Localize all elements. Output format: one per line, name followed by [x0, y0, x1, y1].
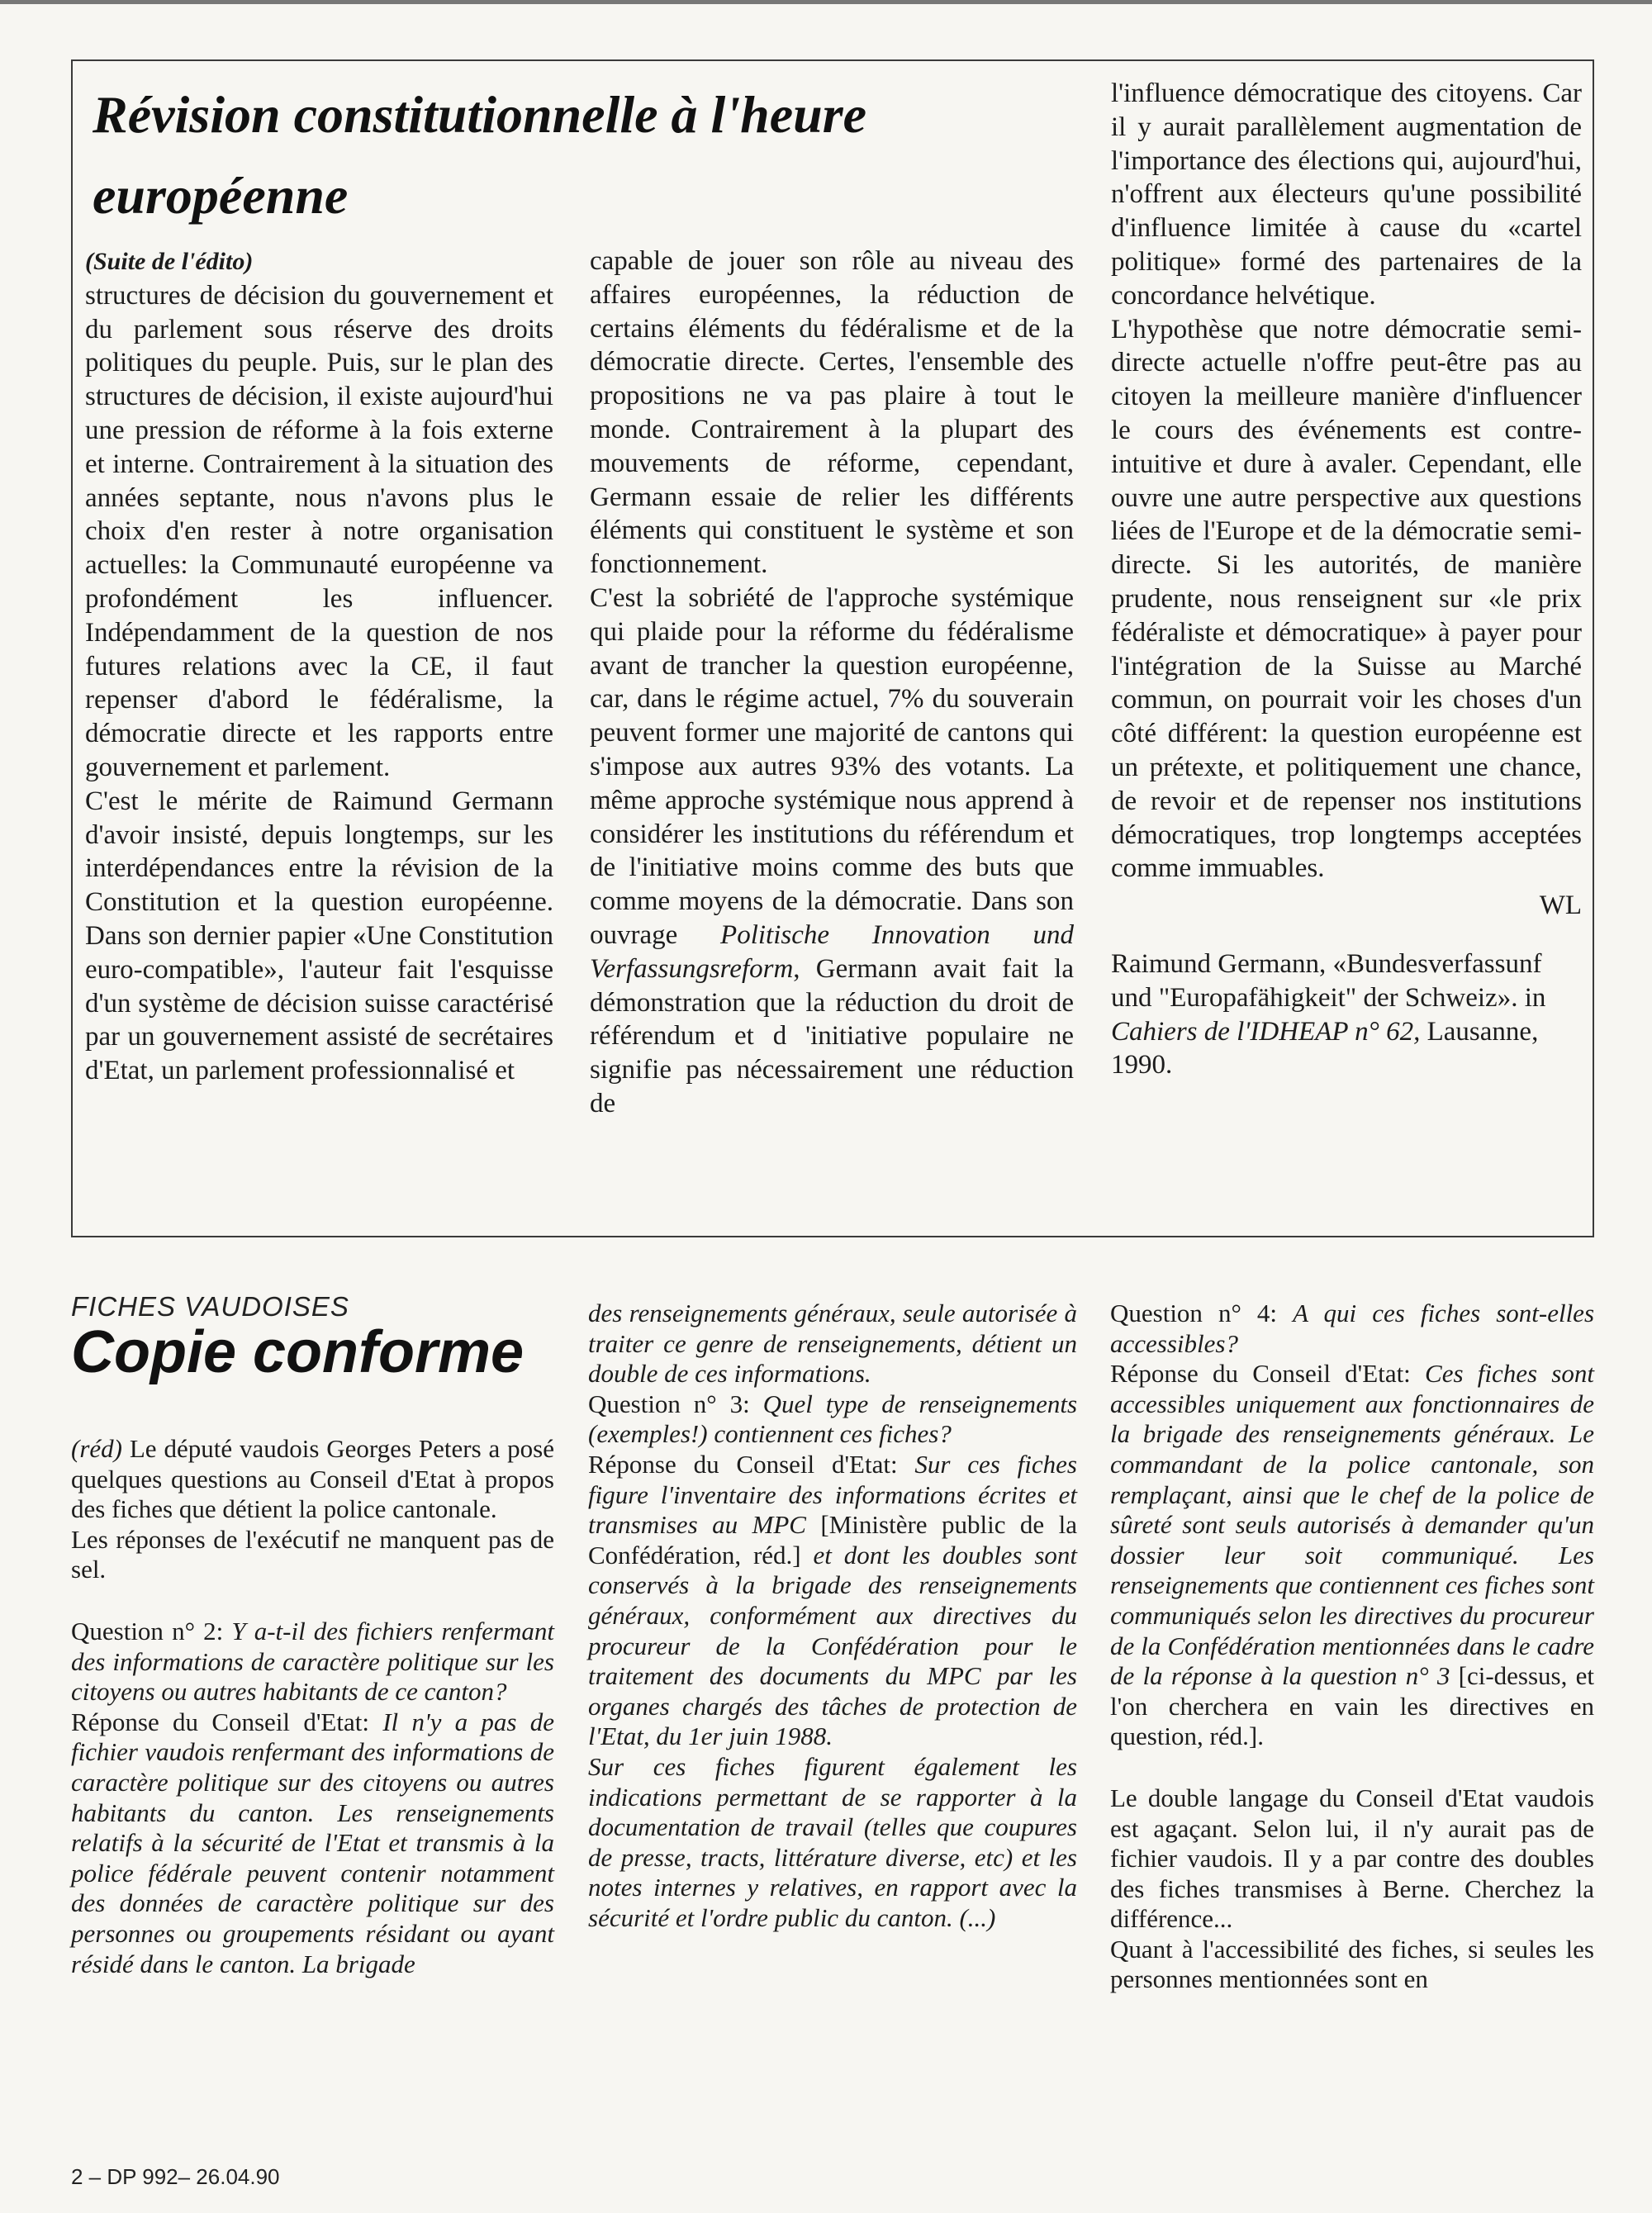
- paragraph: (réd) Le député vaudois Georges Peters a posé quelques questions au Conseil d'Etat à propos des fiches que détient la police cantonale.: [71, 1434, 554, 1524]
- question: Question n° 4: A qui ces fiches sont-elles accessibles?: [1110, 1299, 1595, 1358]
- article-column-1: [85, 245, 553, 1088]
- article-title: Copie conforme: [71, 1319, 525, 1385]
- top-rule: [0, 0, 1652, 4]
- paragraph: C'est la sobriété de l'approche systémique qui plaide pour la réforme du fédéralisme avant de trancher la question européenne, car, dans le régime actuel, 7% du souverain peuvent former une majorité de cantons qui s'impose aux autres 93% des votants. La même approche systémique nous apprend à considérer les institutions du référendum et de l'initiative moins comme des buts que comme moyens de la démocratie. Dans son ouvrage Politische Innovation und Verfassungsreform, Germann avait fait la démonstration que la réduction du droit de référendum et d 'initiative populaire ne signifie pas nécessairement une réduction de: [590, 582, 1074, 1118]
- article-column-3: [1111, 77, 1582, 1082]
- page-footer: 2 – DP 992– 26.04.90: [71, 2164, 280, 2189]
- answer: Réponse du Conseil d'Etat: Sur ces fiches figure l'inventaire des informations écrites et transmises au MPC [Ministère public de la Confédération, réd.] et dont les doubles sont conservés à la brigade des renseignements généraux, conformément aux directives du procureur de la Confédération pour le traitement des documents du MPC par les organes chargés des tâches de protection de l'Etat, du 1er juin 1988.: [588, 1449, 1077, 1751]
- bibliographic-reference: Raimund Germann, «Bundesverfassunf und "Europafähigkeit" der Schweiz». in Cahiers de l'IDHEAP n° 62, Lausanne, 1990.: [1111, 948, 1546, 1080]
- article-column-1: [71, 1434, 554, 1979]
- article-column-3: [1110, 1299, 1594, 1995]
- answer: Sur ces fiches figurent également les indications permettant de se rapporter à la documentation de travail (telles que coupures de presse, tracts, littérature diverse, etc) et les notes internes y relatives, en rapport avec la sécurité et l'ordre public du canton. (...): [588, 1751, 1077, 1932]
- question: Question n° 3: Quel type de renseignements (exemples!) contiennent ces fiches?: [588, 1389, 1078, 1449]
- paragraph: capable de jouer son rôle au niveau des affaires européennes, la réduction de certains éléments du fédéralisme et de la démocratie directe. Certes, l'ensemble des propositions ne va pas plaire à tout le monde. Contrairement à la plupart des mouvements de réforme, cependant, Germann essaie de relier les différents éléments qui constituent le système et son fonctionnement.: [590, 246, 1074, 580]
- paragraph: structures de décision du gouvernement et du parlement sous réserve des droits politiques du peuple. Puis, sur le plan des structures de décision, il existe aujourd'hui une pression de réforme à la fois externe et interne. Contrairement à la situation des années septante, nous n'avons plus le choix d'en rester à notre organisation actuelles: la Communauté européenne va profondément les influencer. Indépendamment de la question de nos futures relations avec la CE, il faut repenser d'abord le fédéralisme, la démocratie directe et les rapports entre gouvernement et parlement.: [85, 280, 553, 782]
- paragraph: Quant à l'accessibilité des fiches, si seules les personnes mentionnées sont en: [1110, 1934, 1594, 1994]
- continuation-note: (Suite de l'édito): [85, 248, 254, 275]
- paragraph: Les réponses de l'exécutif ne manquent pas de sel.: [71, 1524, 554, 1584]
- section-kicker: FICHES VAUDOISES: [71, 1291, 349, 1322]
- question: Question n° 2: Y a-t-il des fichiers renfermant des informations de caractère politique sur les citoyens ou autres habitants de ce canton?: [71, 1616, 554, 1707]
- answer: des renseignements généraux, seule autorisée à traiter ce genre de renseignements, détient un double de ces informations.: [588, 1299, 1077, 1389]
- article-column-2: [588, 1299, 1077, 1933]
- paragraph: l'influence démocratique des citoyens. Car il y aurait parallèlement augmentation de l'importance des élections qui, aujourd'hui, n'offrent aux électeurs qu'une possibilité d'influence limitée à cause du «cartel politique» formé des partenaires de la concordance helvétique.: [1111, 78, 1582, 311]
- answer: Réponse du Conseil d'Etat: Ces fiches sont accessibles uniquement aux fonctionnaires de la brigade des renseignements généraux. Le commandant de la police cantonale, son remplaçant, ainsi que le chef de la police de sûreté sont seuls autorisés à demander qu'un dossier leur soit communiqué. Les renseignements que contiennent ces fiches sont communiqués selon les directives du procureur de la Confédération mentionnées dans le cadre de la réponse à la question n° 3 [ci-dessus, et l'on cherchera en vain les directives en question, réd.].: [1110, 1359, 1594, 1751]
- paragraph: L'hypothèse que notre démocratie semi-directe actuelle n'offre peut-être pas au citoyen la meilleure manière d'influencer le cours des événements est contre-intuitive et dure à avaler. Cependant, elle ouvre une autre perspective aux questions liées de l'Europe et de la démocratie semi-directe. Si les autorités, de manière prudente, nous renseignent sur «le prix fédéraliste et démocratique» à payer pour l'intégration de la Suisse au Marché commun, on pourrait voir les choses d'un côté différent: la question européenne est un prétexte, et politiquement une chance, de revoir et de repenser nos institutions démocratiques, trop longtemps acceptées comme immuables.: [1111, 314, 1582, 884]
- article-column-2: [590, 245, 1074, 1121]
- paragraph: C'est le mérite de Raimund Germann d'avoir insisté, depuis longtemps, sur les interdépendances entre la révision de la Constitution et la question européenne. Dans son dernier papier «Une Constitution euro-compatible», l'auteur fait l'esquisse d'un système de décision suisse caractérisé par un gouvernement assisté de secrétaires d'Etat, un parlement professionnalisé et: [85, 786, 553, 1086]
- article-title: Révision constitutionnelle à l'heure européenne: [93, 85, 866, 225]
- answer: Réponse du Conseil d'Etat: Il n'y a pas de fichier vaudois renfermant des informations de caractère politique sur des citoyens ou autres habitants du canton. Les renseignements relatifs à la sécurité de l'Etat et transmis à la police fédérale peuvent contenir notamment des données de caractère politique sur des personnes ou groupements résidant ou ayant résidé dans le canton. La brigade: [71, 1707, 554, 1978]
- author-signature: WL: [1539, 890, 1582, 921]
- paragraph: Le double langage du Conseil d'Etat vaudois est agaçant. Selon lui, il n'y aurait pas de fichier vaudois. Il y a par contre des doubles des fiches transmises à Berne. Cherchez la différence...: [1110, 1783, 1594, 1934]
